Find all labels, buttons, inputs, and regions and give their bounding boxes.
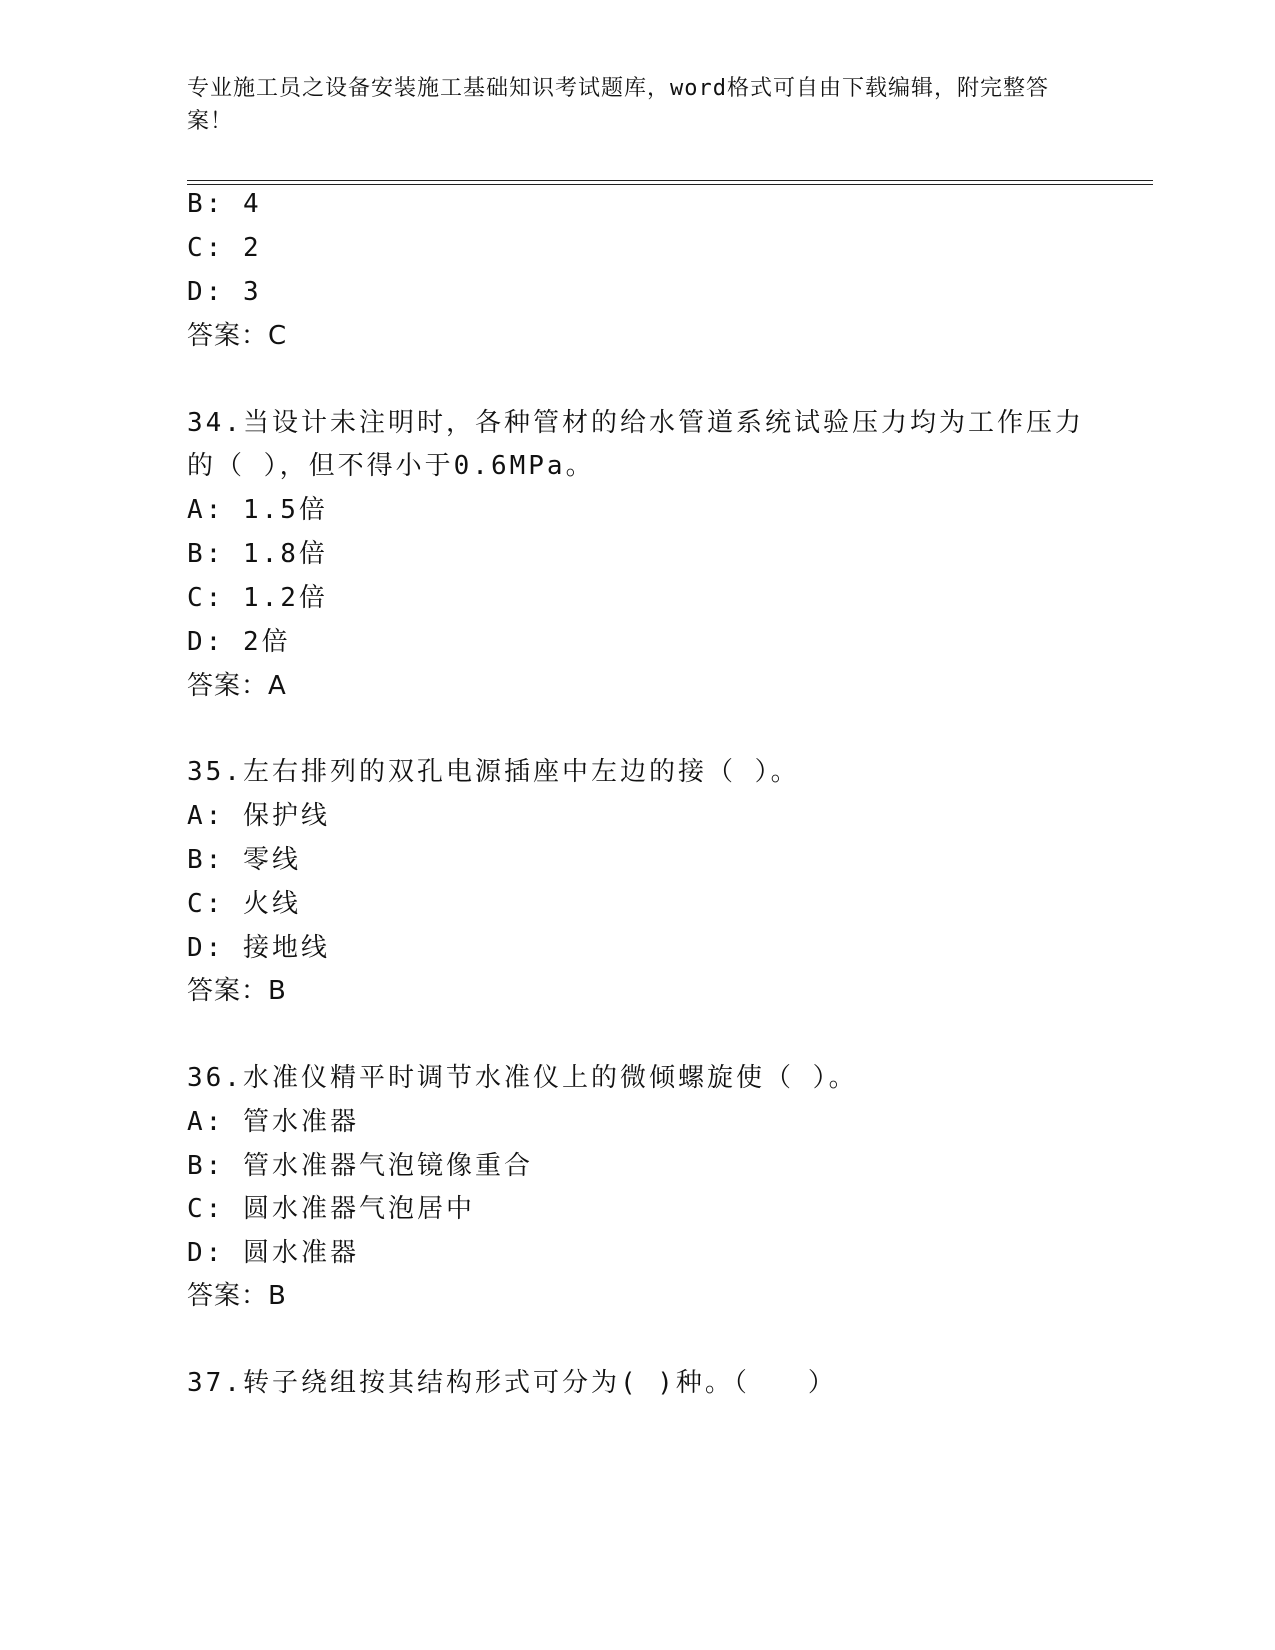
prev-option-d: D: 3	[187, 277, 262, 307]
q35-option-a: A: 保护线	[187, 801, 330, 831]
prev-answer: 答案：C	[187, 321, 288, 351]
q36-option-b: B: 管水准器气泡镜像重合	[187, 1151, 533, 1181]
q34-option-d: D: 2倍	[187, 627, 291, 657]
prev-option-b: B: 4	[187, 189, 262, 219]
q36-option-d: D: 圆水准器	[187, 1238, 359, 1268]
q34-option-c: C: 1.2倍	[187, 583, 328, 613]
q36-stem: 36.水准仪精平时调节水准仪上的微倾螺旋使（ ）。	[187, 1063, 858, 1093]
q35-option-c: C: 火线	[187, 889, 301, 919]
q36-option-a: A: 管水准器	[187, 1107, 359, 1137]
document-header: 专业施工员之设备安装施工基础知识考试题库，word格式可自由下载编辑，附完整答案！	[187, 76, 1049, 134]
q35-option-d: D: 接地线	[187, 933, 330, 963]
q34-answer: 答案：A	[187, 671, 287, 701]
q36-answer: 答案：B	[187, 1281, 287, 1311]
q34-option-a: A: 1.5倍	[187, 495, 328, 525]
q35-answer: 答案：B	[187, 976, 287, 1006]
prev-option-c: C: 2	[187, 233, 262, 263]
q34-stem-line1: 34.当设计未注明时，各种管材的给水管道系统试验压力均为工作压力	[187, 408, 1084, 438]
q34-option-b: B: 1.8倍	[187, 539, 328, 569]
header-divider-bottom	[187, 184, 1153, 185]
q37-stem: 37.转子绕组按其结构形式可分为( )种。（ ）	[187, 1368, 837, 1398]
header-divider-top	[187, 180, 1153, 181]
q35-stem: 35.左右排列的双孔电源插座中左边的接（ ）。	[187, 757, 800, 787]
q36-option-c: C: 圆水准器气泡居中	[187, 1194, 475, 1224]
q34-stem-line2: 的（ ），但不得小于0.6MPa。	[187, 451, 595, 481]
q35-option-b: B: 零线	[187, 845, 301, 875]
